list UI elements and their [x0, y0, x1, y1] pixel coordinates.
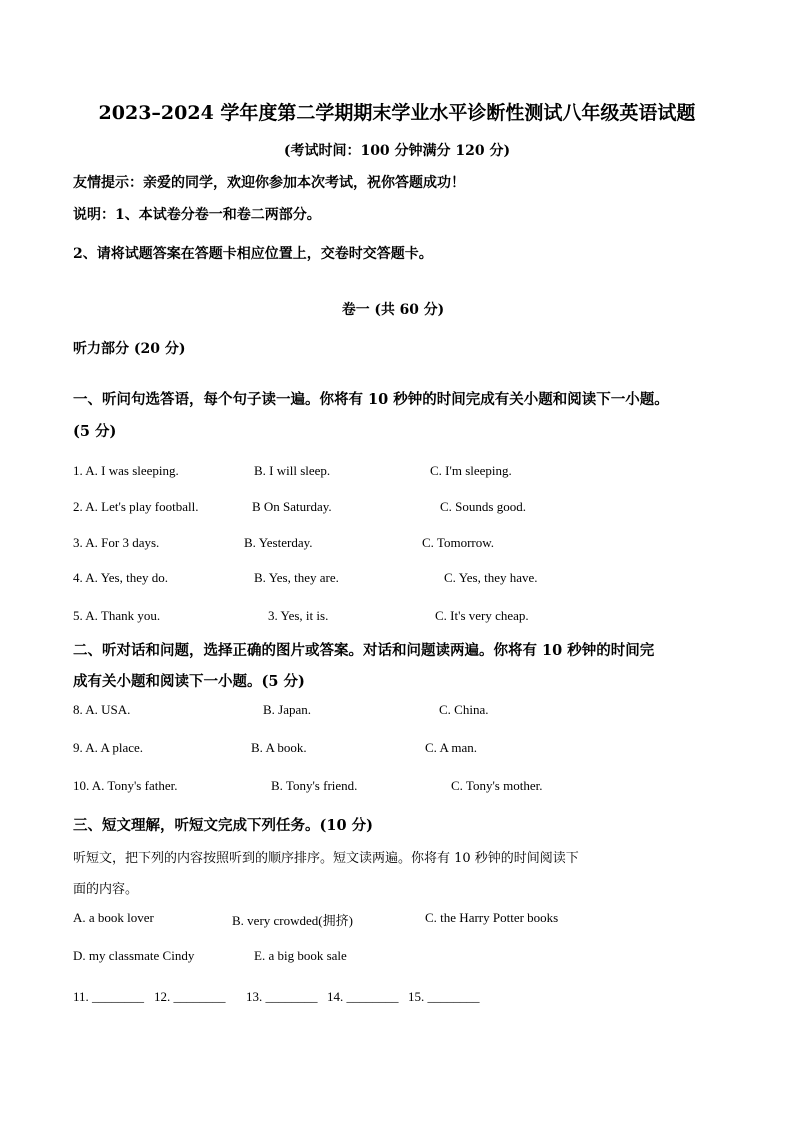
s3-option-a: A. a book lover: [73, 910, 154, 925]
q1-option-b: B. I will sleep.: [254, 463, 331, 478]
listening-heading: 听力部分 (20 分): [73, 341, 186, 357]
exam-title: 2023–2024 学年度第二学期期末学业水平诊断性测试八年级英语试题: [98, 102, 696, 124]
q9-option-b: B. A book.: [251, 740, 307, 755]
section-three-instruction: 听短文，把下列的内容按照听到的顺序排序。短文读两遍。你将有 10 秒钟的时间阅读下: [73, 851, 579, 866]
q8-option-b: B. Japan.: [263, 702, 312, 717]
friendly-tip: 友情提示：亲爱的同学，欢迎你参加本次考试，祝你答题成功！: [73, 175, 465, 191]
s3-option-b: B. very crowded(拥挤): [232, 913, 353, 928]
part-one-heading: 卷一 (共 60 分): [341, 302, 445, 318]
answer-blank-15: 15. ________: [408, 989, 480, 1004]
q3-option-b: B. Yesterday.: [244, 535, 313, 550]
q9-option-c: C. A man.: [425, 740, 478, 755]
section-three-instruction-cont: 面的内容。: [73, 882, 139, 897]
s3-option-c: C. the Harry Potter books: [425, 910, 559, 925]
q4-option-b: B. Yes, they are.: [254, 570, 339, 585]
q9-option-a: 9. A. A place.: [73, 740, 144, 755]
section-one-score: (5 分): [73, 423, 117, 440]
q4-option-c: C. Yes, they have.: [444, 570, 538, 585]
q8-option-a: 8. A. USA.: [73, 702, 131, 717]
section-one-heading: 一、听问句选答语，每个句子读一遍。你将有 10 秒钟的时间完成有关小题和阅读下一小题。: [73, 391, 669, 408]
q1-option-c: C. I'm sleeping.: [430, 463, 512, 478]
q5-option-b: 3. Yes, it is.: [268, 608, 329, 623]
instruction-note-2: 2、请将试题答案在答题卡相应位置上，交卷时交答题卡。: [73, 246, 433, 262]
section-two-heading: 二、听对话和问题，选择正确的图片或答案。对话和问题读两遍。你将有 10 秒钟的时间完: [73, 642, 655, 659]
exam-subtitle: (考试时间：100 分钟满分 120 分): [283, 143, 511, 159]
s3-option-d: D. my classmate Cindy: [73, 948, 195, 963]
q5-option-c: C. It's very cheap.: [435, 608, 529, 623]
s3-option-e: E. a big book sale: [254, 948, 347, 963]
q2-option-b: B On Saturday.: [252, 499, 332, 514]
q3-option-c: C. Tomorrow.: [422, 535, 495, 550]
q10-option-b: B. Tony's friend.: [271, 778, 358, 793]
section-three-heading: 三、短文理解，听短文完成下列任务。(10 分): [73, 817, 373, 834]
answer-blank-14: 14. ________: [327, 989, 399, 1004]
q10-option-c: C. Tony's mother.: [451, 778, 543, 793]
section-two-heading-cont: 成有关小题和阅读下一小题。(5 分): [73, 673, 305, 690]
q1-option-a: 1. A. I was sleeping.: [73, 463, 179, 478]
q2-option-c: C. Sounds good.: [440, 499, 526, 514]
instruction-note-1: 说明：1、本试卷分卷一和卷二两部分。: [73, 207, 321, 223]
q3-option-a: 3. A. For 3 days.: [73, 535, 160, 550]
answer-blank-12: 12. ________: [154, 989, 226, 1004]
q2-option-a: 2. A. Let's play football.: [73, 499, 199, 514]
q4-option-a: 4. A. Yes, they do.: [73, 570, 168, 585]
answer-blank-11: 11. ________: [73, 989, 145, 1004]
q10-option-a: 10. A. Tony's father.: [73, 778, 178, 793]
q8-option-c: C. China.: [439, 702, 489, 717]
q5-option-a: 5. A. Thank you.: [73, 608, 161, 623]
answer-blank-13: 13. ________: [246, 989, 318, 1004]
